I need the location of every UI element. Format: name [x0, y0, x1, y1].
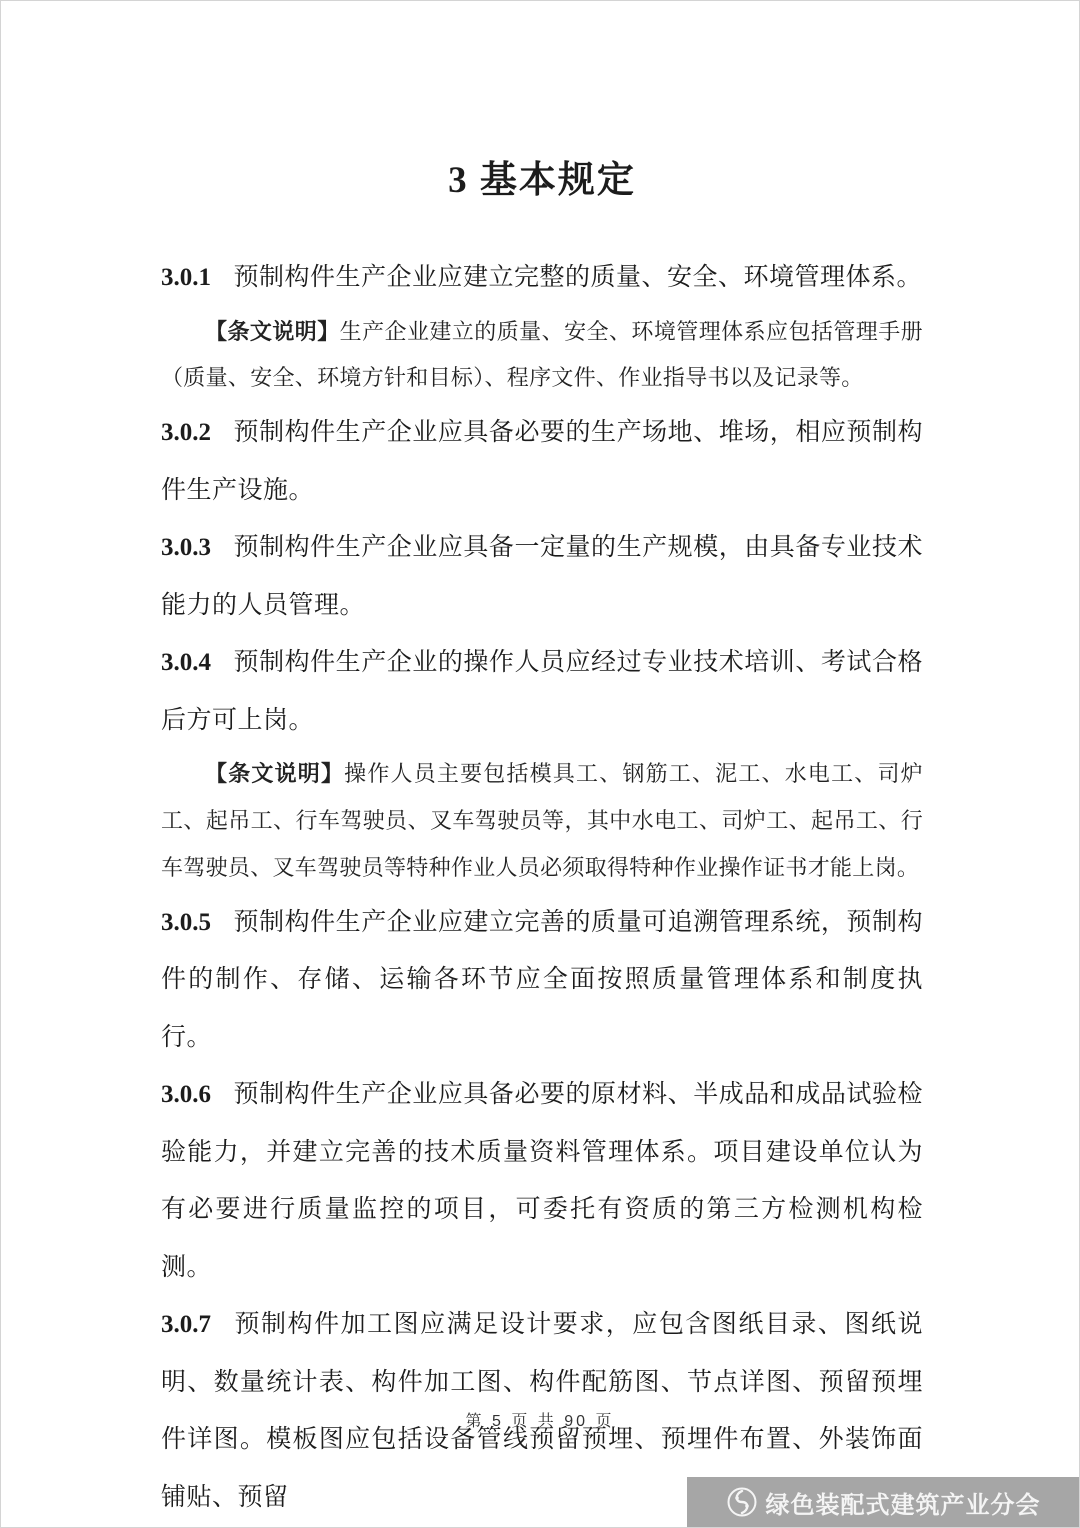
clause-number: 3.0.3: [161, 534, 211, 562]
document-content: [1, 1, 1079, 1526]
clause-paragraph: 3.0.1 预制构件生产企业应建立完整的质量、安全、环境管理体系。: [161, 264, 923, 291]
clause-paragraph: 3.0.6 预制构件生产企业应具备必要的原材料、半成品和成品试验检验能力，并建立完善的技术质量资料管理体系。项目建设单位认为有必要进行质量监控的项目，可委托有资质的第三方检测机构检测。: [161, 1081, 923, 1281]
clause-paragraph: 3.0.4 预制构件生产企业的操作人员应经过专业技术培训、考试合格后方可上岗。: [161, 649, 923, 734]
clause-paragraph: 3.0.7 预制构件加工图应满足设计要求，应包含图纸目录、图纸说明、数量统计表、构件加工图、构件配筋图、节点详图、预留预埋件详图。模板图应包括设备管线预留预埋、预埋件布置、外装饰面铺贴、预留: [161, 1311, 923, 1511]
clause-number: 3.0.1: [161, 264, 211, 291]
note-label: 【条文说明】: [205, 761, 345, 787]
clause-number: 3.0.7: [161, 1311, 211, 1339]
note-paragraph: 【条文说明】生产企业建立的质量、安全、环境管理体系应包括管理手册（质量、安全、环境方针和目标）、程序文件、作业指导书以及记录等。: [161, 318, 923, 391]
swirl-logo-icon: [726, 1486, 758, 1518]
clause-paragraph: 3.0.5 预制构件生产企业应建立完善的质量可追溯管理系统，预制构件的制作、存储、运输各环节应全面按照质量管理体系和制度执行。: [161, 908, 923, 1051]
note-label: 【条文说明】: [205, 318, 340, 344]
footer-brand-bar: [687, 1477, 1079, 1527]
clause-number: 3.0.5: [161, 908, 211, 936]
chapter-title: 3 基本规定: [448, 160, 636, 201]
clause-number: 3.0.6: [161, 1081, 211, 1109]
note-paragraph: 【条文说明】操作人员主要包括模具工、钢筋工、泥工、水电工、司炉工、起吊工、行车驾驶员、叉车驾驶员等，其中水电工、司炉工、起吊工、行车驾驶员、叉车驾驶员等特种作业人员必须取得特种作业操作证书才能上岗。: [161, 761, 923, 880]
clause-paragraph: 3.0.2 预制构件生产企业应具备必要的生产场地、堆场，相应预制构件生产设施。: [161, 419, 923, 504]
page-footer: [1, 1408, 1079, 1431]
page-number-text: 第 5 页 共 90 页: [465, 1413, 615, 1430]
clause-paragraph: 3.0.3 预制构件生产企业应具备一定量的生产规模，由具备专业技术能力的人员管理。: [161, 534, 923, 619]
clause-number: 3.0.4: [161, 649, 211, 677]
association-name: 绿色装配式建筑产业分会: [765, 1491, 1041, 1519]
document-body: [161, 249, 923, 1526]
clause-number: 3.0.2: [161, 419, 211, 447]
